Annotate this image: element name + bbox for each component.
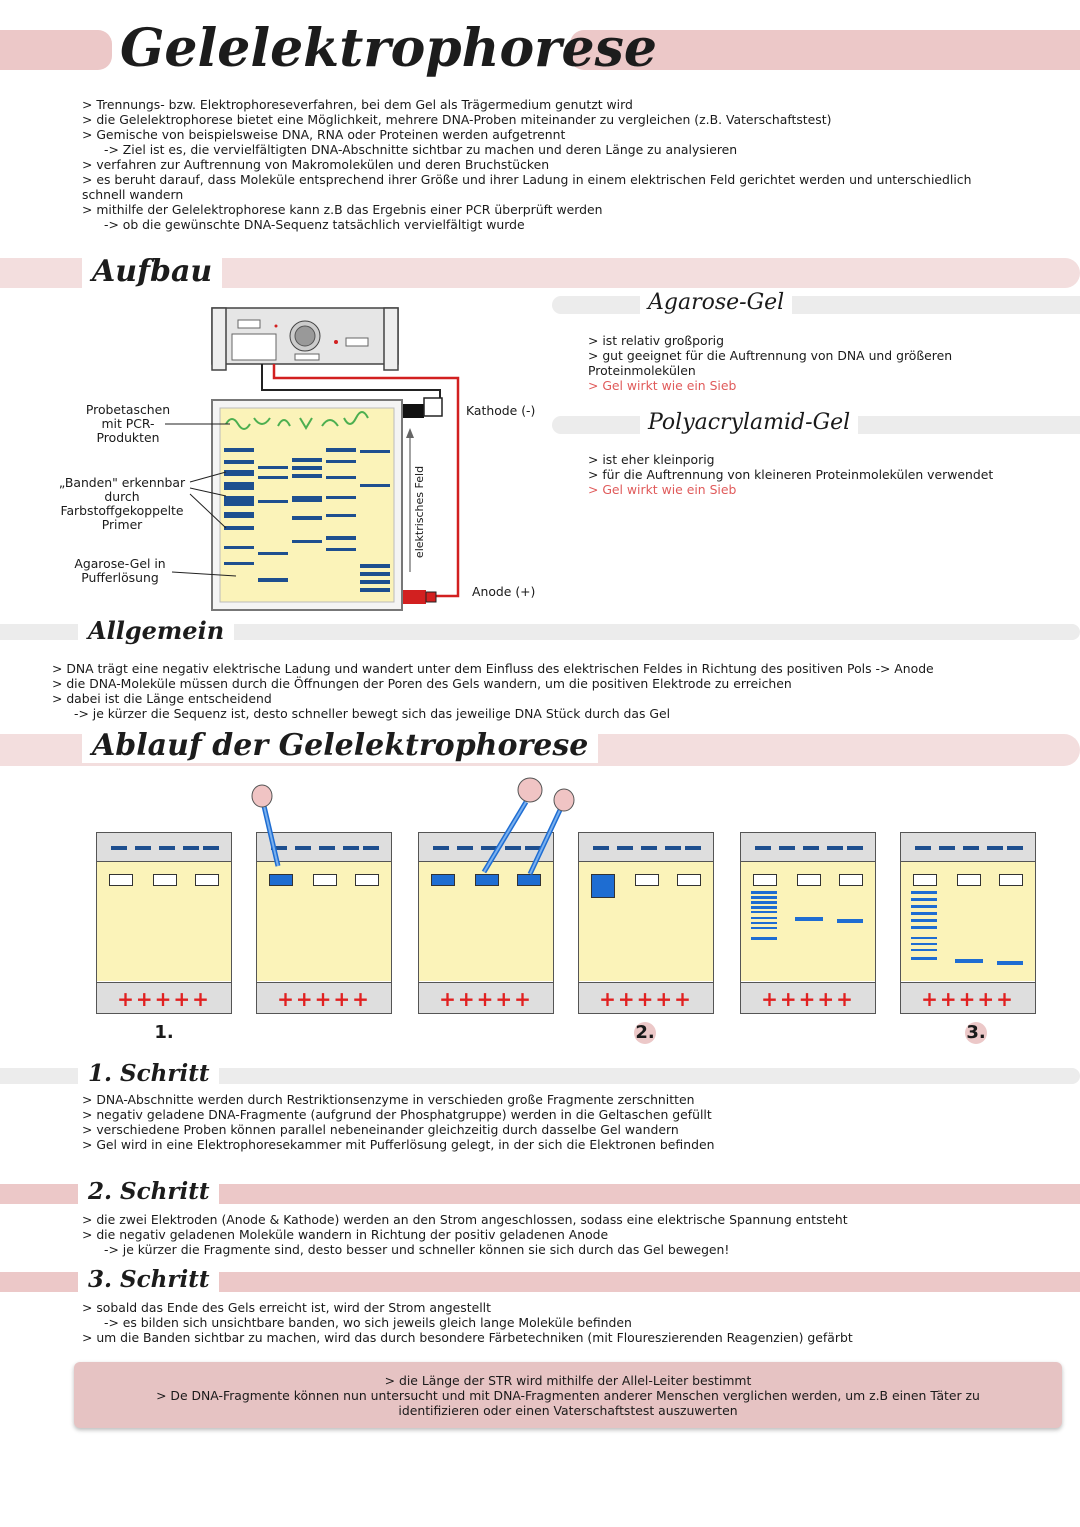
schritt2-heading: 2. Schritt	[78, 1178, 219, 1205]
gel-band-group	[751, 917, 777, 931]
gel-band-group	[751, 891, 777, 913]
gel-pocket	[797, 874, 821, 886]
gel-pocket	[109, 874, 133, 886]
gel-pocket	[195, 874, 219, 886]
allgemein-heading: Allgemein	[78, 616, 234, 645]
plus-signs: +++++	[117, 987, 211, 1011]
feld-label: elektrisches Feld	[413, 465, 426, 559]
agarose-list: > ist relativ großporig > gut geeignet für die Auftrennung von DNA und größeren Proteinmolekülen > Gel wirkt wie ein Sieb	[588, 333, 953, 393]
summary-line: > De DNA-Fragmente können nun untersucht und mit DNA-Fragmenten anderer Menschen verglichen werden, um z.B einen Täter zu	[156, 1388, 980, 1403]
gel-step-0	[96, 832, 232, 1014]
gel-band-group	[911, 937, 937, 951]
summary-line: > die Länge der STR wird mithilfe der Allel-Leiter bestimmt	[384, 1373, 752, 1388]
gel-band	[911, 957, 937, 960]
aufbau-heading: Aufbau	[82, 254, 222, 289]
schritt2-list: > die zwei Elektroden (Anode & Kathode) werden an den Strom angeschlossen, sodass eine elektrische Spannung entsteht > die negativ geladenen Moleküle wandern in Richtung der positiv geladenen Anode -> je kürzer die Fragmente sind, desto besser und schneller können sie sich durch das Gel bewegen!	[82, 1212, 848, 1257]
schritt3-heading: 3. Schritt	[78, 1266, 219, 1293]
anode-label: Anode (+)	[472, 584, 536, 599]
intro-line: > Gemische von beispielsweise DNA, RNA oder Proteinen werden aufgetrennt	[82, 127, 566, 142]
kathode-connector	[402, 404, 424, 418]
schritt1-heading: 1. Schritt	[78, 1060, 219, 1087]
power-supply	[212, 308, 398, 370]
gel-step-3	[578, 832, 714, 1014]
intro-line: > es beruht darauf, dass Moleküle entsprechend ihrer Größe und ihrer Ladung in einem elektrischen Feld gerichtet werden und unterschiedlich	[82, 172, 972, 187]
step-number-1: 1.	[154, 1022, 174, 1043]
plus-signs: +++++	[439, 987, 533, 1011]
ablauf-heading: Ablauf der Gelelektrophorese	[82, 728, 598, 763]
schritt1-list: > DNA-Abschnitte werden durch Restriktionsenzyme in verschieden große Fragmente zerschnitten > negativ geladene DNA-Fragmente (aufgrund der Phosphatgruppe) werden in die Geltaschen gefüllt > verschiedene Proben können parallel nebeneinander gleichzeitig durch dasselbe Gel wandern > Gel wird in eine Elektrophoresekammer mit Pufferlösung gelegt, in der sich die Elektronen befinden	[82, 1092, 715, 1152]
step-number-3: 3.	[966, 1022, 986, 1043]
kathode-label: Kathode (-)	[466, 403, 536, 418]
plus-signs: +++++	[599, 987, 693, 1011]
gel-pocket-filled	[591, 874, 615, 898]
gel-step-4	[740, 832, 876, 1014]
plus-signs: +++++	[761, 987, 855, 1011]
page-title: Gelelektrophorese	[120, 18, 657, 79]
gel-pocket	[635, 874, 659, 886]
intro-line: > verfahren zur Auftrennung von Makromolekülen und deren Bruchstücken	[82, 157, 550, 172]
gel-pocket	[913, 874, 937, 886]
pipette-icon	[252, 785, 278, 866]
intro-list	[82, 97, 971, 232]
pipette-icon	[530, 789, 574, 874]
gel-band	[955, 959, 983, 963]
gel-pocket	[677, 874, 701, 886]
plus-signs: +++++	[277, 987, 371, 1011]
gel-pocket	[839, 874, 863, 886]
plus-signs: +++++	[921, 987, 1015, 1011]
schritt3-list: > sobald das Ende des Gels erreicht ist, wird der Strom angestellt -> es bilden sich unsichtbare banden, wo sich jeweils gleich lange Moleküle befinden > um die Banden sichtbar zu machen, wird das durch besondere Färbetechniken (mit Floureszierenden Reagenzien) gefärbt	[82, 1300, 853, 1345]
title-bar-left	[0, 30, 112, 70]
summary-box	[74, 1362, 1062, 1428]
intro-line: -> Ziel ist es, die vervielfältigten DNA-Abschnitte sichtbar zu machen und deren Länge zu analysieren	[104, 142, 738, 157]
agarose-puffer-label: Agarose-Gel in Pufferlösung	[74, 556, 166, 585]
gel-band	[997, 961, 1023, 965]
banden-label: „Banden" erkennbar durch Farbstoffgekoppelte Primer	[58, 475, 186, 532]
gel-pocket	[957, 874, 981, 886]
gel-band	[795, 917, 823, 921]
allgemein-list: > DNA trägt eine negativ elektrische Ladung und wandert unter dem Einfluss des elektrischen Feldes in Richtung des positiven Pols -> Anode > die DNA-Moleküle müssen durch die Öffnungen der Poren des Gels wandern, um die positiven Elektrode zu erreichen > dabei ist die Länge entscheidend -> je kürzer die Sequenz ist, desto schneller bewegt sich das jeweilige DNA Stück durch das Gel	[52, 661, 934, 721]
intro-line: > Trennungs- bzw. Elektrophoreseverfahren, bei dem Gel als Trägermedium genutzt wird	[82, 97, 633, 112]
gel-step-5	[900, 832, 1036, 1014]
intro-line: > die Gelelektrophorese bietet eine Möglichkeit, mehrere DNA-Proben miteinander zu vergleichen (z.B. Vaterschaftstest)	[82, 112, 832, 127]
gel-band	[837, 919, 863, 923]
step-number-2: 2.	[635, 1022, 655, 1043]
agarose-heading: Agarose-Gel	[640, 290, 792, 315]
pipette-icon	[484, 778, 542, 872]
gel-band-group	[911, 891, 937, 931]
agarose-bar	[552, 296, 1080, 314]
gel-pocket	[999, 874, 1023, 886]
gel-pocket	[153, 874, 177, 886]
intro-line: schnell wandern	[82, 187, 184, 202]
polyacrylamid-list: > ist eher kleinporig > für die Auftrennung von kleineren Proteinmolekülen verwendet > Gel wirkt wie ein Sieb	[588, 452, 994, 497]
gel-band	[751, 937, 777, 940]
summary-line: identifizieren oder einen Vaterschaftstest auszuwerten	[398, 1403, 738, 1418]
gel-pocket	[753, 874, 777, 886]
intro-line: -> ob die gewünschte DNA-Sequenz tatsächlich vervielfältigt wurde	[104, 217, 525, 232]
intro-line: > mithilfe der Gelelektrophorese kann z.B das Ergebnis einer PCR überprüft werden	[82, 202, 603, 217]
polyacrylamid-heading: Polyacrylamid-Gel	[640, 410, 858, 435]
anode-connector	[402, 590, 426, 604]
probetaschen-label: Probetaschen mit PCR- Produkten	[85, 402, 171, 445]
pipettes	[240, 776, 580, 886]
